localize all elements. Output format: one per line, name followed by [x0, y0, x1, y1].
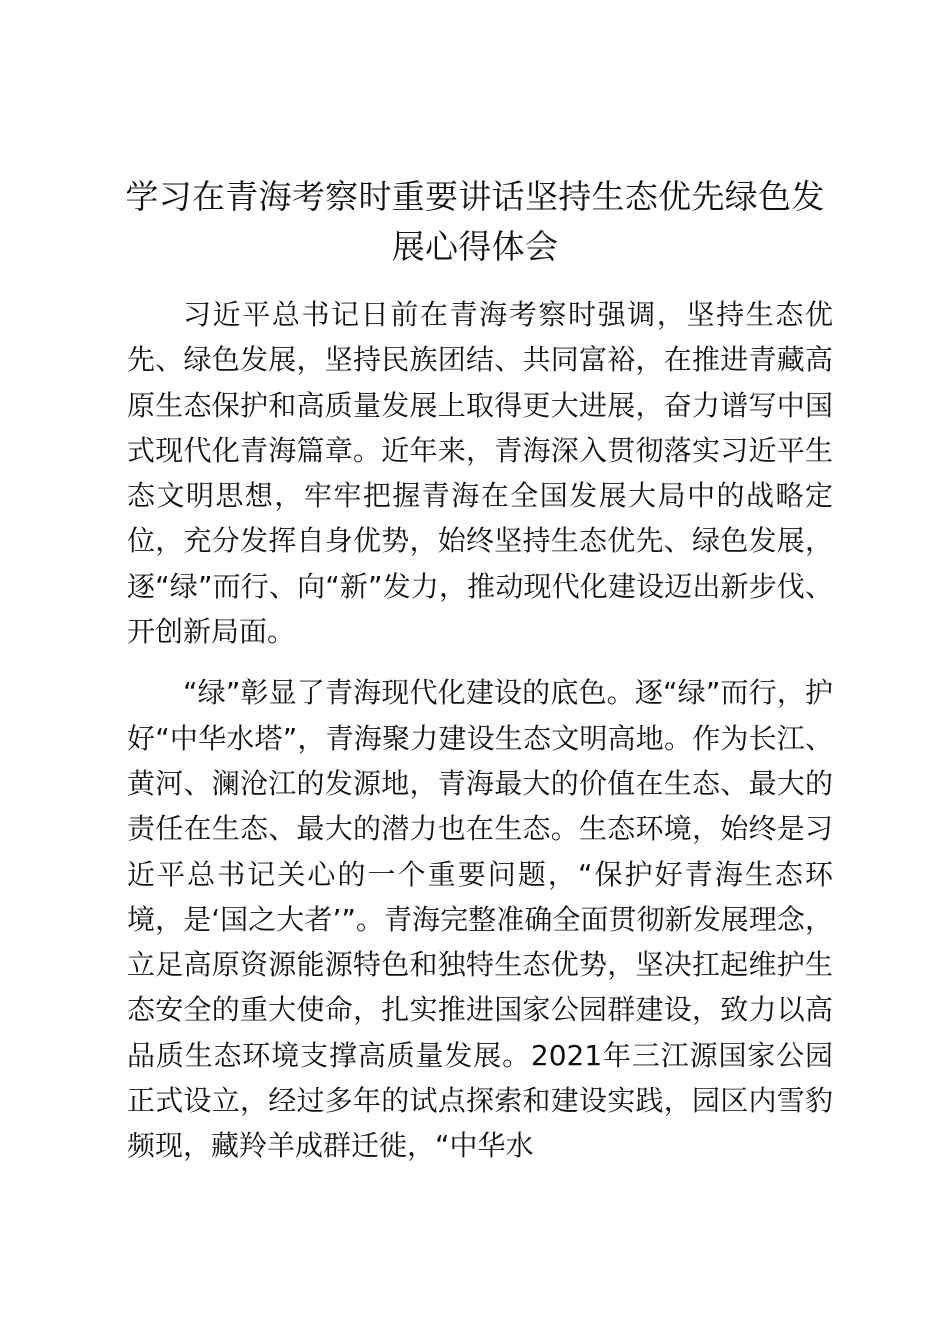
paragraph-1: 习近平总书记日前在青海考察时强调，坚持生态优先、绿色发展，坚持民族团结、共同富裕，在推进青藏高原生态保护和高质量发展上取得更大进展，奋力谱写中国式现代化青海篇章。近年来，青海深入贯彻落实习近平生态文明思想，牢牢把握青海在全国发展大局中的战略定位，充分发挥自身优势，始终坚持生态优先、绿色发展，逐“绿”而行、向“新”发力，推动现代化建设迈出新步伐、开创新局面。 — [127, 298, 833, 649]
document-title: 学习在青海考察时重要讲话坚持生态优先绿色发展心得体会 — [125, 177, 825, 266]
paragraph-2: “绿”彰显了青海现代化建设的底色。逐“绿”而行，护好“中华水塔”，青海聚力建设生态文明高地。作为长江、黄河、澜沧江的发源地，青海最大的价值在生态、最大的责任在生态、最大的潜力也在生态。生态环境，始终是习近平总书记关心的一个重要问题，“保护好青海生态环境，是‘国之大者’”。青海完整准确全面贯彻新发展理念，立足高原资源能源特色和独特生态优势，坚决扛起维护生态安全的重大使命，扎实推进国家公园群建设，致力以高品质生态环境支撑高质量发展。2021年三江源国家公园正式设立，经过多年的试点探索和建设实践，园区内雪豹频现，藏羚羊成群迁徙，“中华水 — [127, 676, 833, 1163]
document-body — [127, 292, 833, 1169]
